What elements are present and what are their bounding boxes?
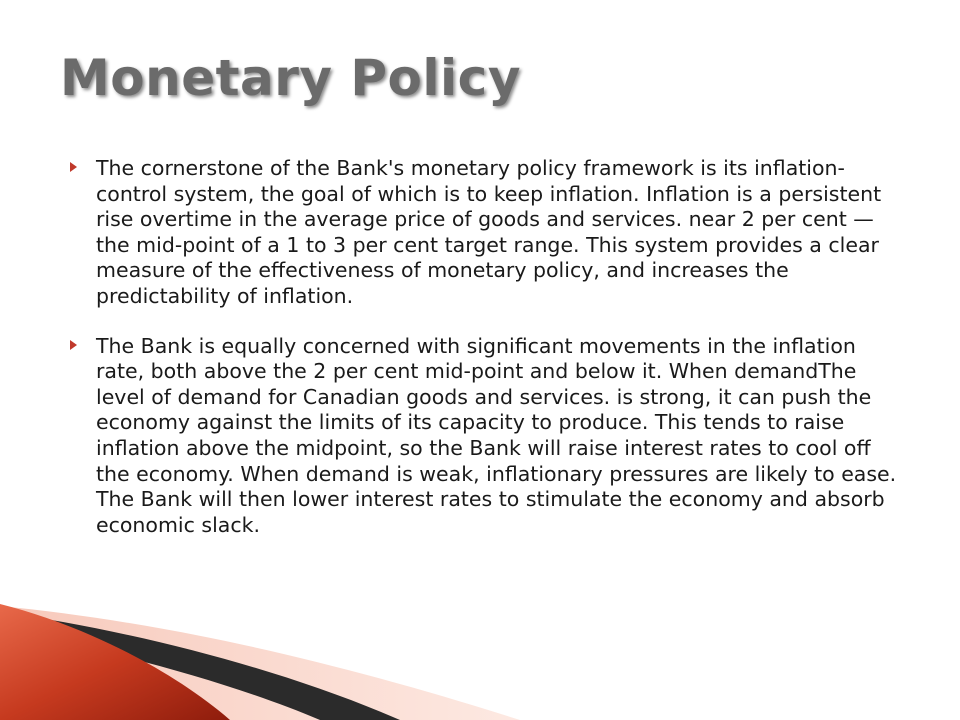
bullet-text: The cornerstone of the Bank's monetary policy framework is its inflation-control system, the goal of which is to keep inflation. Inflation is a persistent rise overtime in the average price of goods and services. near 2 per cent — the mid-point of a 1 to 3 per cent target range. This system provides a clear measure of the effectiveness of monetary policy, and increases the predictability of inflation.	[96, 156, 882, 308]
bullet-text: The Bank is equally concerned with significant movements in the inflation rate, both above the 2 per cent mid-point and below it. When demandThe level of demand for Canadian goods and services. is strong, it can push the economy against the limits of its capacity to produce. This tends to raise inflation above the midpoint, so the Bank will raise interest rates to cool off the economy. When demand is weak, inflationary pressures are likely to ease. The Bank will then lower interest rates to stimulate the economy and absorb economic slack.	[96, 333, 897, 537]
slide-title: Monetary Policy	[60, 49, 521, 107]
